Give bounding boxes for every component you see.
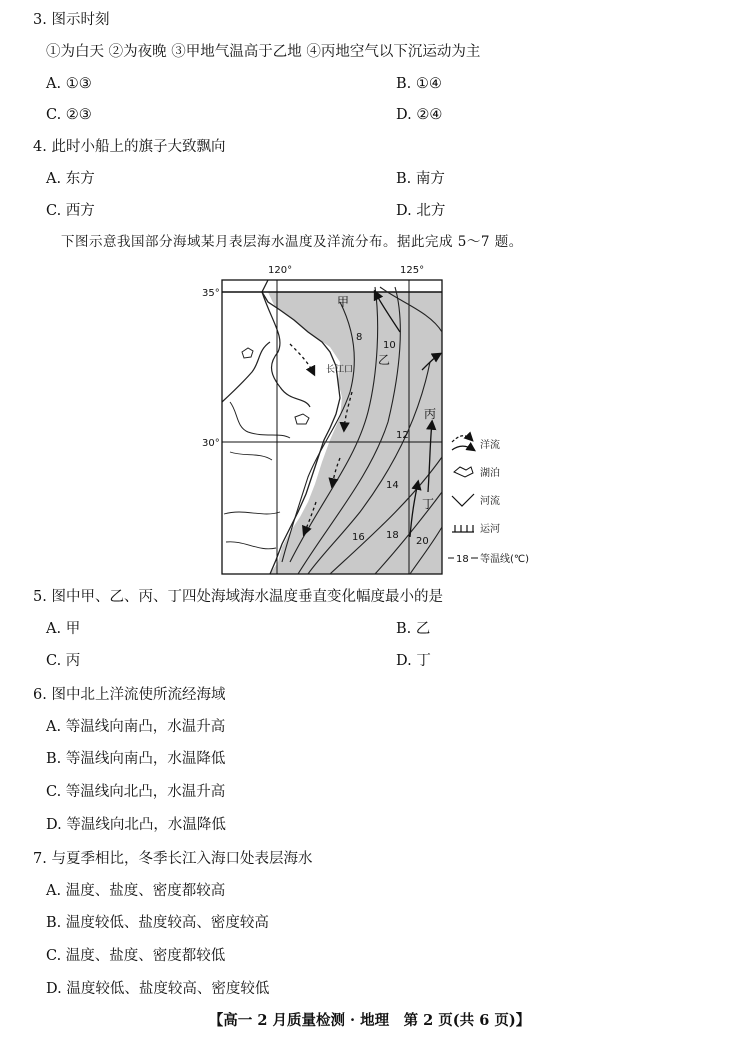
label-jia: 甲 — [337, 295, 350, 309]
label-yi: 乙 — [378, 353, 391, 367]
lake — [295, 414, 309, 424]
q4-option-c: C. 西方 — [46, 203, 95, 219]
lake — [242, 348, 253, 358]
isotherm-label-12: 12 — [396, 430, 409, 441]
legend-river: 河流 — [480, 496, 500, 507]
q4-option-d: D. 北方 — [396, 203, 446, 219]
isotherm-label-16: 16 — [352, 532, 365, 543]
q5-option-c: C. 丙 — [46, 653, 81, 669]
river — [230, 452, 272, 460]
q6-option-a: A. 等温线向南凸，水温升高 — [46, 719, 226, 735]
legend-isotherm-sample: 18 — [456, 554, 469, 565]
q7-option-c: C. 温度、盐度、密度都较低 — [46, 948, 226, 964]
q5-stem: 5. 图中甲、乙、丙、丁四处海域海水温度垂直变化幅度最小的是 — [33, 589, 443, 605]
label-changjiang-mouth: 长江口 — [326, 365, 354, 375]
river — [222, 342, 270, 402]
q7-option-d: D. 温度较低、盐度较高、密度较低 — [46, 981, 270, 997]
river — [224, 512, 280, 514]
legend-isotherm: 等温线(℃) — [480, 554, 530, 565]
q3-option-c: C. ②③ — [46, 107, 92, 123]
q6-option-c: C. 等温线向北凸，水温升高 — [46, 784, 226, 800]
ocean-current — [290, 344, 314, 374]
river — [230, 402, 290, 438]
q7-option-a: A. 温度、盐度、密度都较高 — [46, 883, 226, 899]
q3-option-a: A. ①③ — [46, 76, 92, 92]
sea-temperature-map — [190, 262, 550, 580]
q7-option-b: B. 温度较低、盐度较高、密度较高 — [46, 915, 269, 931]
lat-label-35: 35° — [202, 288, 220, 299]
label-ding: 丁 — [422, 497, 435, 511]
legend-lake: 湖泊 — [480, 468, 500, 479]
q6-stem: 6. 图中北上洋流使所流经海域 — [33, 687, 226, 703]
isotherm-label-20: 20 — [416, 536, 429, 547]
map-legend — [448, 436, 529, 565]
q3-option-d: D. ②④ — [396, 107, 443, 123]
q3-statements: ①为白天 ②为夜晚 ③甲地气温高于乙地 ④丙地空气以下沉运动为主 — [46, 44, 481, 60]
q4-stem: 4. 此时小船上的旗子大致飘向 — [33, 139, 226, 155]
q5-option-d: D. 丁 — [396, 653, 431, 669]
q3-stem: 3. 图示时刻 — [33, 12, 110, 28]
legend-current: 洋流 — [480, 440, 500, 451]
lon-label-125: 125° — [400, 265, 425, 276]
q6-option-b: B. 等温线向南凸，水温降低 — [46, 751, 226, 767]
page-footer: 【高一 2 月质量检测 · 地理 第 2 页(共 6 页)】 — [208, 1012, 531, 1029]
material-intro: 下图示意我国部分海域某月表层海水温度及洋流分布。据此完成 5～7 题。 — [61, 234, 523, 250]
isotherm-label-10: 10 — [383, 340, 396, 351]
lat-label-30: 30° — [202, 438, 220, 449]
q5-option-b: B. 乙 — [396, 621, 431, 637]
q5-option-a: A. 甲 — [46, 621, 81, 637]
q4-option-b: B. 南方 — [396, 171, 445, 187]
isotherm-label-14: 14 — [386, 480, 399, 491]
isotherm-label-18: 18 — [386, 530, 399, 541]
q3-option-b: B. ①④ — [396, 76, 442, 92]
legend-canal: 运河 — [480, 524, 500, 535]
isotherm-label-8: 8 — [356, 332, 363, 343]
q4-option-a: A. 东方 — [46, 171, 95, 187]
label-bing: 丙 — [424, 407, 437, 421]
q7-stem: 7. 与夏季相比，冬季长江入海口处表层海水 — [33, 851, 313, 867]
lon-label-120: 120° — [268, 265, 293, 276]
q6-option-d: D. 等温线向北凸，水温降低 — [46, 817, 226, 833]
river — [226, 542, 276, 549]
